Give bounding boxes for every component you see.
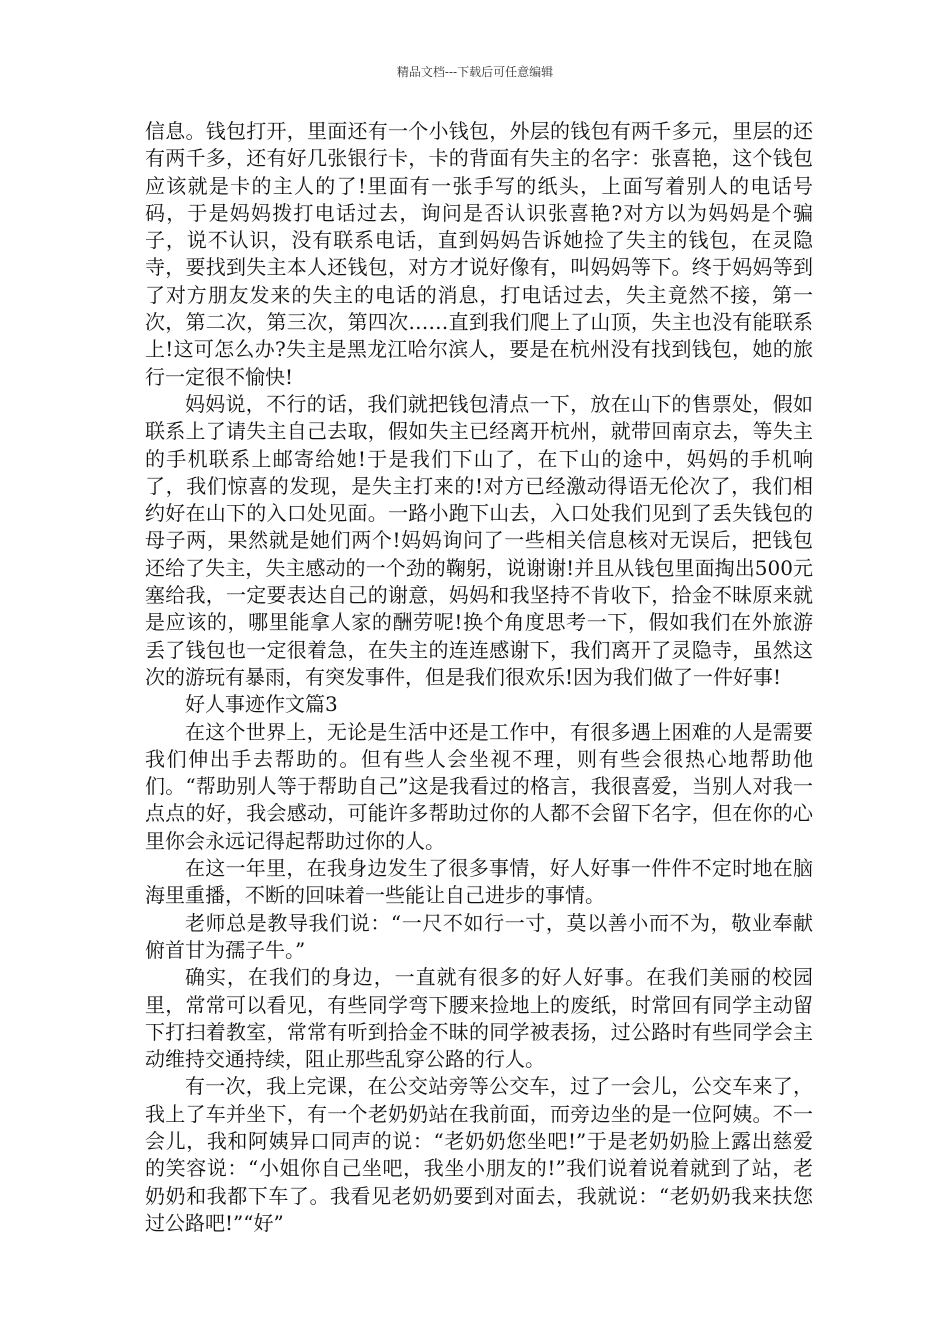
paragraph: 信息。钱包打开，里面还有一个小钱包，外层的钱包有两千多元，里层的还有两千多，还有好几张银行卡，卡的背面有失主的名字：张喜艳，这个钱包应该就是卡的主人的了!里面有一张手写的纸头，上面写着别人的电话号码，于是妈妈拨打电话过去，询问是否认识张喜艳?对方以为妈妈是个骗子，说不认识，没有联系电话，直到妈妈告诉她捡了失主的钱包，在灵隐寺，要找到失主本人还钱包，对方才说好像有，叫妈妈等下。终于妈妈等到了对方朋友发来的失主的电话的消息，打电话过去，失主竟然不接，第一次，第二次，第三次，第四次……直到我们爬上了山顶，失主也没有能联系上!这可怎么办?失主是黑龙江哈尔滨人，要是在杭州没有找到钱包，她的旅行一定很不愉快! [145,119,813,389]
document-body [145,118,813,1237]
paragraph: 确实，在我们的身边，一直就有很多的好人好事。在我们美丽的校园里，常常可以看见，有些同学弯下腰来捡地上的废纸，时常回有同学主动留下打扫着教室，常常有听到拾金不昧的同学被表扬，过公路时有些同学会主动维持交通持续，阻止那些乱穿公路的行人。 [145,965,813,1072]
paragraph: 有一次，我上完课，在公交站旁等公交车，过了一会儿，公交车来了，我上了车并坐下，有一个老奶奶站在我前面，而旁边坐的是一位阿姨。不一会儿，我和阿姨异口同声的说：“老奶奶您坐吧!”于是老奶奶脸上露出慈爱的笑容说：“小姐你自己坐吧，我坐小朋友的!”我们说着说着就到了站，老奶奶和我都下车了。我看见老奶奶要到对面去，我就说：“老奶奶我来扶您过公路吧!”“好” [145,1074,813,1235]
paragraph: 在这一年里，在我身边发生了很多事情，好人好事一件件不定时地在脑海里重播，不断的回味着一些能让自己进步的事情。 [145,856,813,908]
paragraph: 在这个世界上，无论是生活中还是工作中，有很多遇上困难的人是需要我们伸出手去帮助的。但有些人会坐视不理，则有些会很热心地帮助他们。“帮助别人等于帮助自己”这是我看过的格言，我很喜爱，当别人对我一点点的好，我会感动，可能许多帮助过你的人都不会留下名字，但在你的心里你会永远记得起帮助过你的人。 [145,719,813,853]
page-header: 精品文档---下载后可任意编辑 [396,65,554,79]
paragraph: 妈妈说，不行的话，我们就把钱包清点一下，放在山下的售票处，假如联系上了请失主自己去取，假如失主已经离开杭州，就带回南京去，等失主的手机联系上邮寄给她!于是我们下山了，在下山的途中，妈妈的手机响了，我们惊喜的发现，是失主打来的!对方已经激动得语无伦次了，我们相约好在山下的入口处见面。一路小跑下山去，入口处我们见到了丢失钱包的母子两，果然就是她们两个!妈妈询问了一些相关信息核对无误后，把钱包还给了失主，失主感动的一个劲的鞠躬，说谢谢!并且从钱包里面掏出500元塞给我，一定要表达自己的谢意，妈妈和我坚持不肯收下，拾金不昧原来就是应该的，哪里能拿人家的酬劳呢!换个角度思考一下，假如我们在外旅游丢了钱包也一定很着急，在失主的连连感谢下，我们离开了灵隐寺，虽然这次的游玩有暴雨，有突发事件，但是我们很欢乐!因为我们做了一件好事! [145,391,813,689]
section-heading: 好人事迹作文篇3 [185,692,338,717]
paragraph: 老师总是教导我们说：“一尺不如行一寸，莫以善小而不为，敬业奉献俯首甘为孺子牛。” [145,910,813,962]
